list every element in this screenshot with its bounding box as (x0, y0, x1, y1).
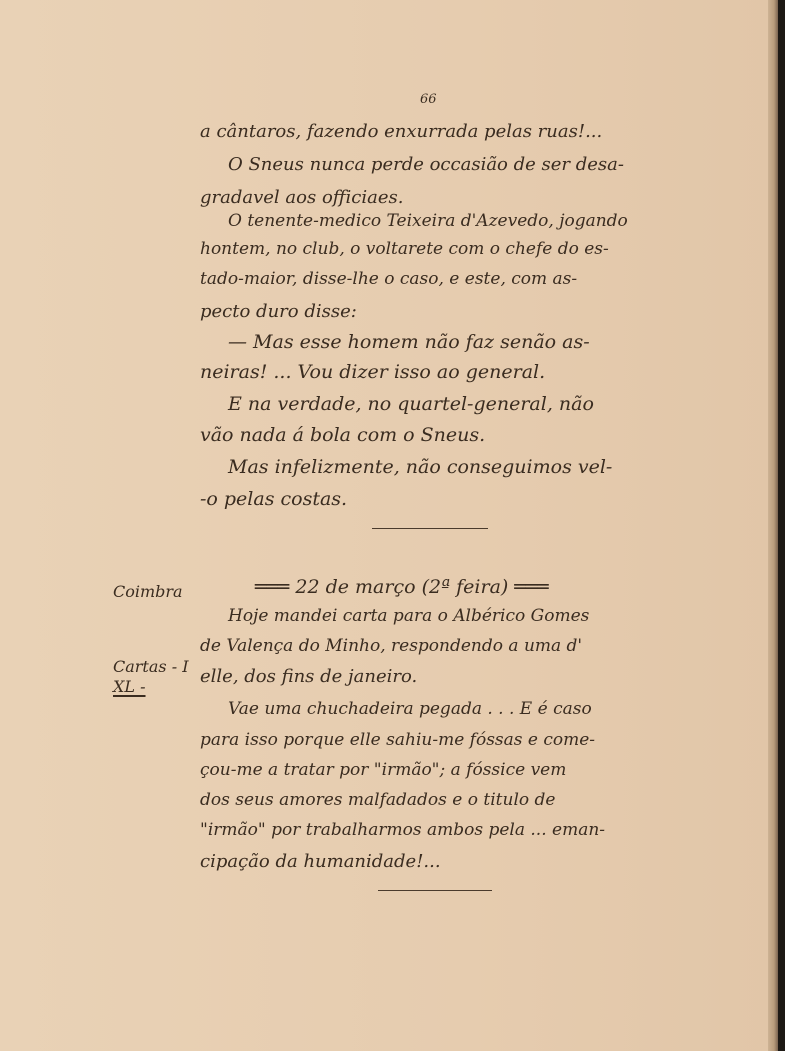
entry2-line-8: "irmão" por trabalharmos ambos pela ... eman- (200, 820, 606, 840)
entry1-line-7: pecto duro disse: (200, 301, 357, 322)
entry2-line-1: Hoje mandei carta para o Albérico Gomes (228, 606, 590, 626)
entry1-line-6: tado-maior, disse-lhe o caso, e este, com as- (200, 269, 578, 289)
entry2-line-5: para isso porque elle sahiu-me fóssas e come- (200, 730, 596, 750)
entry1-line-11: vão nada á bola com o Sneus. (200, 424, 486, 446)
entry1-line-13: -o pelas costas. (200, 488, 348, 510)
entry1-line-9: neiras! ... Vou dizer isso ao general. (200, 361, 546, 383)
entry2-line-7: dos seus amores malfadados e o titulo de (200, 790, 556, 810)
margin-place: Coimbra (113, 582, 183, 601)
entry1-line-12: Mas infelizmente, não conseguimos vel- (228, 456, 613, 478)
section-divider (372, 528, 488, 529)
entry1-line-2: O Sneus nunca perde occasião de ser desa- (228, 154, 624, 175)
entry2-line-2: de Valença do Minho, respondendo a uma d' (200, 636, 583, 656)
entry1-line-4: O tenente-medico Teixeira d'Azevedo, jogando (228, 211, 628, 231)
entry2-line-6: çou-me a tratar por "irmão"; a fóssice vem (200, 760, 567, 780)
entry1-line-8: — Mas esse homem não faz senão as- (228, 331, 590, 353)
entry1-line-3: gradavel aos officiaes. (200, 187, 404, 208)
margin-ref-line1: Cartas - I (113, 657, 189, 676)
page-edge (778, 0, 785, 1051)
entry1-line-10: E na verdade, no quartel-general, não (228, 393, 594, 415)
entry1-line-1: a cântaros, fazendo enxurrada pelas ruas!... (200, 121, 603, 142)
page-number: 66 (420, 92, 437, 107)
entry1-line-5: hontem, no club, o voltarete com o chefe do es- (200, 239, 609, 259)
entry2-line-4: Vae uma chuchadeira pegada . . . E é caso (228, 699, 592, 719)
book-binding (768, 0, 778, 1051)
margin-ref-line2: XL - (113, 677, 146, 696)
entry2-line-3: elle, dos fins de janeiro. (200, 666, 418, 687)
entry2-line-9: cipação da humanidade!... (200, 851, 441, 872)
closing-divider (378, 890, 492, 891)
date-heading: ═══ 22 de março (2ª feira) ═══ (255, 576, 549, 598)
